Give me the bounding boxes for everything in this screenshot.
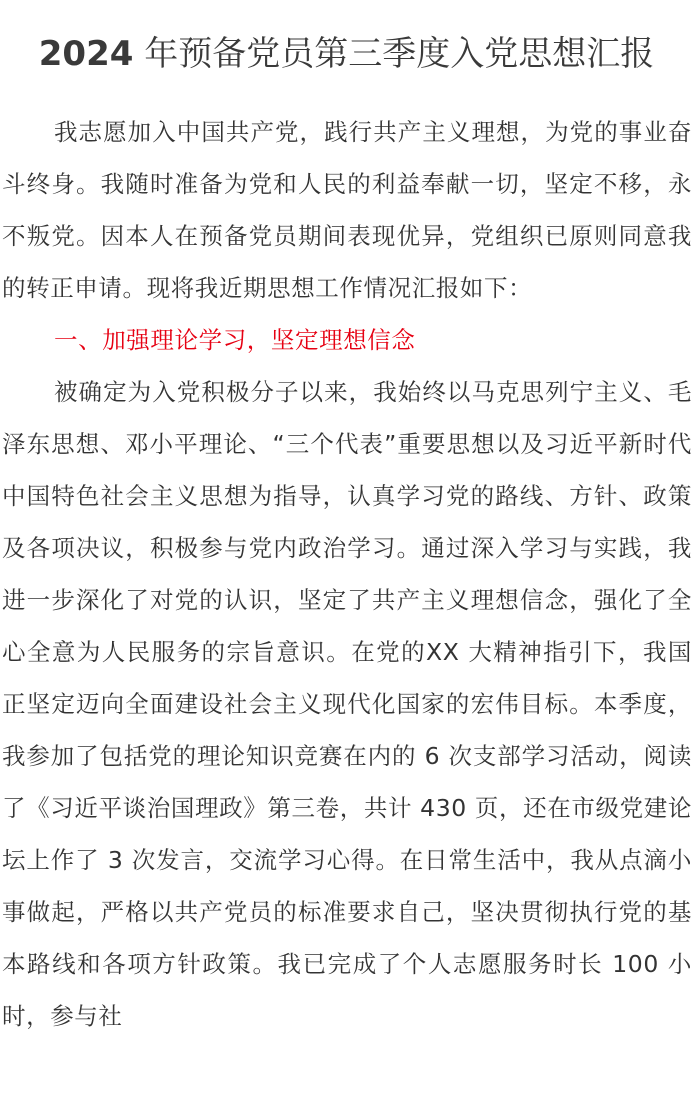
title-year: 2024 (38, 34, 134, 74)
section-paragraph: 被确定为入党积极分子以来，我始终以马克思列宁主义、毛泽东思想、邓小平理论、“三个代表”重要思想以及习近平新时代中国特色社会主义思想为指导，认真学习党的路线、方针、政策及各项决议，积极参与党内政治学习。通过深入学习与实践，我进一步深化了对党的认识，坚定了共产主义理想信念，强化了全心全意为人民服务的宗旨意识。在党的XX 大精神指引下，我国正坚定迈向全面建设社会主义现代化国家的宏伟目标。本季度，我参加了包括党的理论知识竞赛在内的 6 次支部学习活动，阅读了《习近平谈治国理政》第三卷，共计 430 页，还在市级党建论坛上作了 3 次发言，交流学习心得。在日常生活中，我从点滴小事做起，严格以共产党员的标准要求自己，坚决贯彻执行党的基本路线和各项方针政策。我已完成了个人志愿服务时长 100 小时，参与社 (2, 378, 692, 1030)
intro-paragraph: 我志愿加入中国共产党，践行共产主义理想，为党的事业奋斗终身。我随时准备为党和人民的利益奉献一切，坚定不移，永不叛党。因本人在预备党员期间表现优异，党组织已原则同意我的转正申请。现将我近期思想工作情况汇报如下： (2, 118, 692, 302)
document-body (2, 106, 692, 1042)
section-heading: 一、加强理论学习，坚定理想信念 (54, 326, 416, 354)
title-text: 年预备党员第三季度入党思想汇报 (133, 34, 655, 74)
document-title (0, 28, 693, 80)
